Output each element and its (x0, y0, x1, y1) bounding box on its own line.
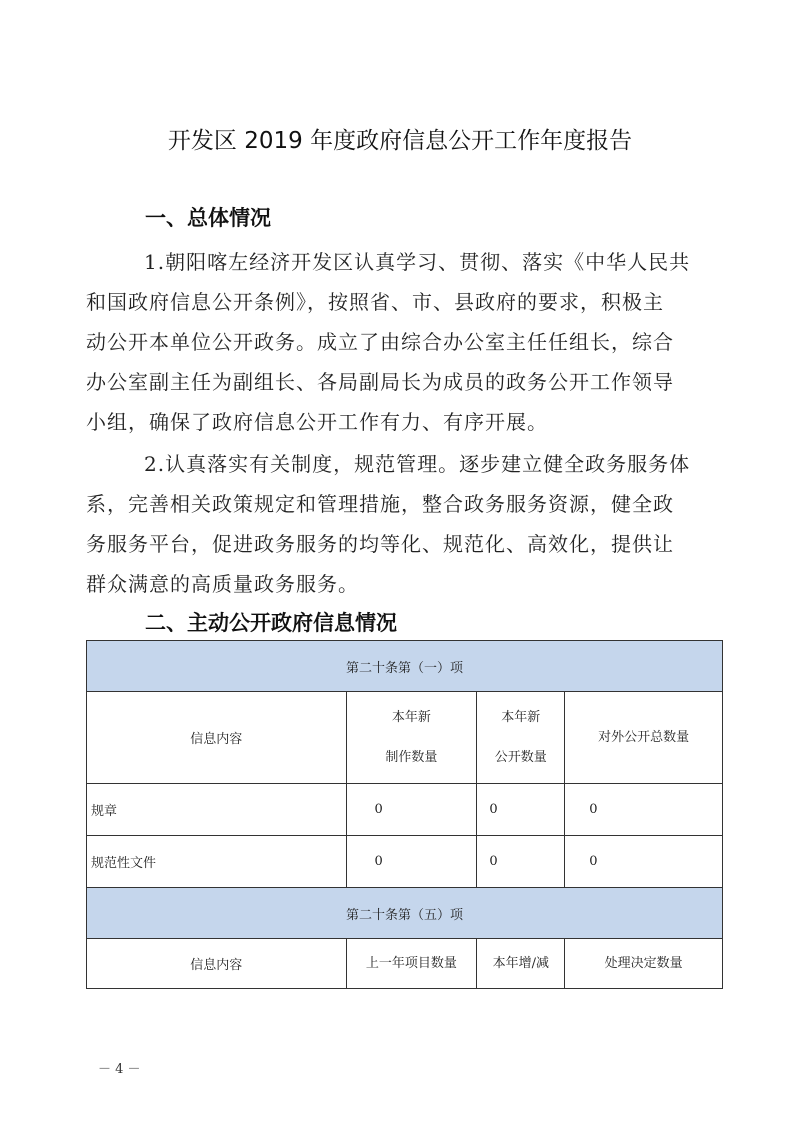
column-header-content: 信息内容 (87, 939, 347, 989)
header-line: 制作数量 (385, 749, 438, 765)
disclosure-table (86, 640, 723, 989)
column-header-prior-year-count: 上一年项目数量 (346, 939, 477, 989)
cell-value: 0 (565, 784, 723, 836)
row-label: 规范性文件 (87, 836, 347, 888)
column-header-change: 本年增/减 (477, 939, 565, 989)
paragraph-1-line: 小组，确保了政府信息公开工作有力、有序开展。 (86, 410, 548, 434)
document-title: 开发区 2019 年度政府信息公开工作年度报告 (167, 128, 633, 154)
paragraph-1 (86, 242, 716, 442)
paragraph-1-line: 办公室副主任为副组长、各局副局长为成员的政务公开工作领导 (86, 370, 674, 394)
paragraph-2-line: 群众满意的高质量政务服务。 (86, 572, 359, 596)
paragraph-2-line: 2.认真落实有关制度，规范管理。逐步建立健全政务服务体 (144, 452, 691, 476)
paragraph-2-line: 系，完善相关政策规定和管理措施，整合政务服务资源，健全政 (86, 492, 674, 516)
table-section-band: 第二十条第（五）项 (87, 888, 723, 939)
cell-value: 0 (477, 836, 565, 888)
section-heading-proactive-disclosure: 二、主动公开政府信息情况 (145, 611, 397, 635)
cell-value: 0 (477, 784, 565, 836)
table-row (87, 784, 723, 836)
paragraph-1-line: 和国政府信息公开条例》，按照省、市、县政府的要求，积极主 (86, 290, 664, 314)
page-number: － 4 － (98, 1062, 141, 1077)
cell-value: 0 (565, 836, 723, 888)
section-heading-overview: 一、总体情况 (145, 206, 271, 230)
header-line: 本年新 (501, 709, 541, 725)
header-line: 本年新 (391, 709, 431, 725)
column-header-total-published: 对外公开总数量 (565, 692, 723, 784)
column-header-decisions: 处理决定数量 (565, 939, 723, 989)
column-header-new-published (477, 692, 565, 784)
row-label: 规章 (87, 784, 347, 836)
paragraph-2-line: 务服务平台，促进政务服务的均等化、规范化、高效化，提供让 (86, 532, 674, 556)
table-section-band: 第二十条第（一）项 (87, 641, 723, 692)
column-header-content: 信息内容 (87, 692, 347, 784)
table-row (87, 836, 723, 888)
paragraph-1-line: 动公开本单位公开政务。成立了由综合办公室主任任组长，综合 (86, 330, 674, 354)
paragraph-2 (86, 444, 716, 604)
header-line: 公开数量 (494, 749, 547, 765)
cell-value: 0 (346, 836, 477, 888)
paragraph-1-line: 1.朝阳喀左经济开发区认真学习、贯彻、落实《中华人民共 (144, 250, 691, 274)
cell-value: 0 (346, 784, 477, 836)
column-header-new-produced (346, 692, 477, 784)
